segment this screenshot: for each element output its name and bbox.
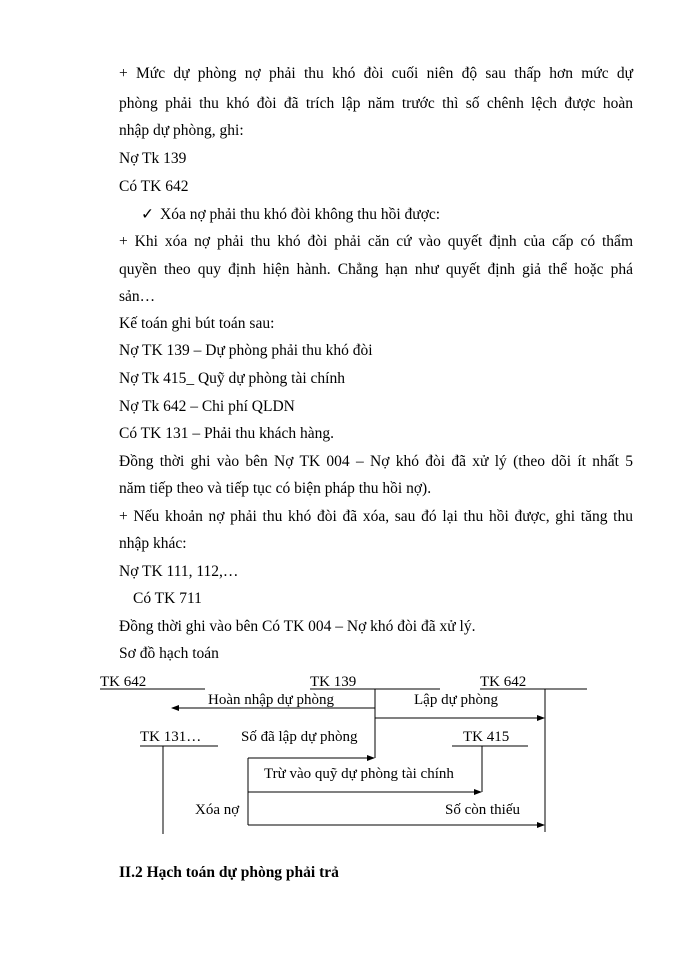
label-so-da-lap: Số đã lập dự phòng xyxy=(241,729,358,745)
label-tk642-right: TK 642 xyxy=(480,674,527,690)
section-heading: II.2 Hạch toán dự phòng phải trả xyxy=(119,864,339,881)
entry-debit-139: Nợ Tk 139 xyxy=(119,150,187,167)
entry-credit-711: Có TK 711 xyxy=(133,590,202,607)
label-tru-vao-quy: Trừ vào quỹ dự phòng tài chính xyxy=(264,766,454,782)
entry-debit-642: Nợ Tk 642 – Chi phí QLDN xyxy=(119,398,295,415)
paragraph-2-line-3: sản… xyxy=(119,288,156,305)
paragraph-2-line-1: + Khi xóa nợ phải thu khó đòi phải căn cứ vào quyết định của cấp có thẩm xyxy=(119,233,633,250)
entry-debit-111-112: Nợ TK 111, 112,… xyxy=(119,563,239,580)
label-tk139: TK 139 xyxy=(310,674,357,690)
label-tk415: TK 415 xyxy=(463,729,510,745)
paragraph-1-line-2: phòng phải thu khó đòi đã trích lập năm trước thì số chênh lệch được hoàn xyxy=(119,95,633,112)
entry-credit-642: Có TK 642 xyxy=(119,178,189,195)
paragraph-1-line-1: + Mức dự phòng nợ phải thu khó đòi cuối niên độ sau thấp hơn mức dự xyxy=(119,65,633,82)
entry-debit-415: Nợ Tk 415_ Quỹ dự phòng tài chính xyxy=(119,370,345,387)
bullet-item xyxy=(141,205,440,225)
paragraph-5-line-2: nhập khác: xyxy=(119,535,187,552)
bullet-text: Xóa nợ phải thu khó đòi không thu hồi được: xyxy=(160,206,441,223)
paragraph-3: Kế toán ghi bút toán sau: xyxy=(119,315,275,332)
label-hoan-nhap: Hoàn nhập dự phòng xyxy=(208,692,335,708)
diagram-caption: Sơ đồ hạch toán xyxy=(119,645,219,662)
paragraph-6: Đồng thời ghi vào bên Có TK 004 – Nợ khó đòi đã xử lý. xyxy=(119,618,476,635)
accounting-diagram xyxy=(0,660,700,840)
paragraph-4-line-2: năm tiếp theo và tiếp tục có biện pháp thu hồi nợ). xyxy=(119,480,432,497)
label-lap-du-phong: Lập dự phòng xyxy=(414,692,498,708)
entry-credit-131: Có TK 131 – Phải thu khách hàng. xyxy=(119,425,334,442)
label-tk642-left: TK 642 xyxy=(100,674,147,690)
label-so-con-thieu: Số còn thiếu xyxy=(445,802,520,818)
label-tk131: TK 131… xyxy=(140,729,202,745)
checkmark-icon: ✓ xyxy=(141,206,154,223)
paragraph-1-line-3: nhập dự phòng, ghi: xyxy=(119,122,244,139)
paragraph-4-line-1: Đồng thời ghi vào bên Nợ TK 004 – Nợ khó đòi đã xử lý (theo dõi ít nhất 5 xyxy=(119,453,633,470)
paragraph-5-line-1: + Nếu khoản nợ phải thu khó đòi đã xóa, sau đó lại thu hồi được, ghi tăng thu xyxy=(119,508,633,525)
paragraph-2-line-2: quyền theo quy định hiện hành. Chẳng hạn như quyết định giả thể hoặc phá xyxy=(119,261,633,278)
label-xoa-no: Xóa nợ xyxy=(195,802,240,818)
entry-debit-139-detail: Nợ TK 139 – Dự phòng phải thu khó đòi xyxy=(119,342,373,359)
